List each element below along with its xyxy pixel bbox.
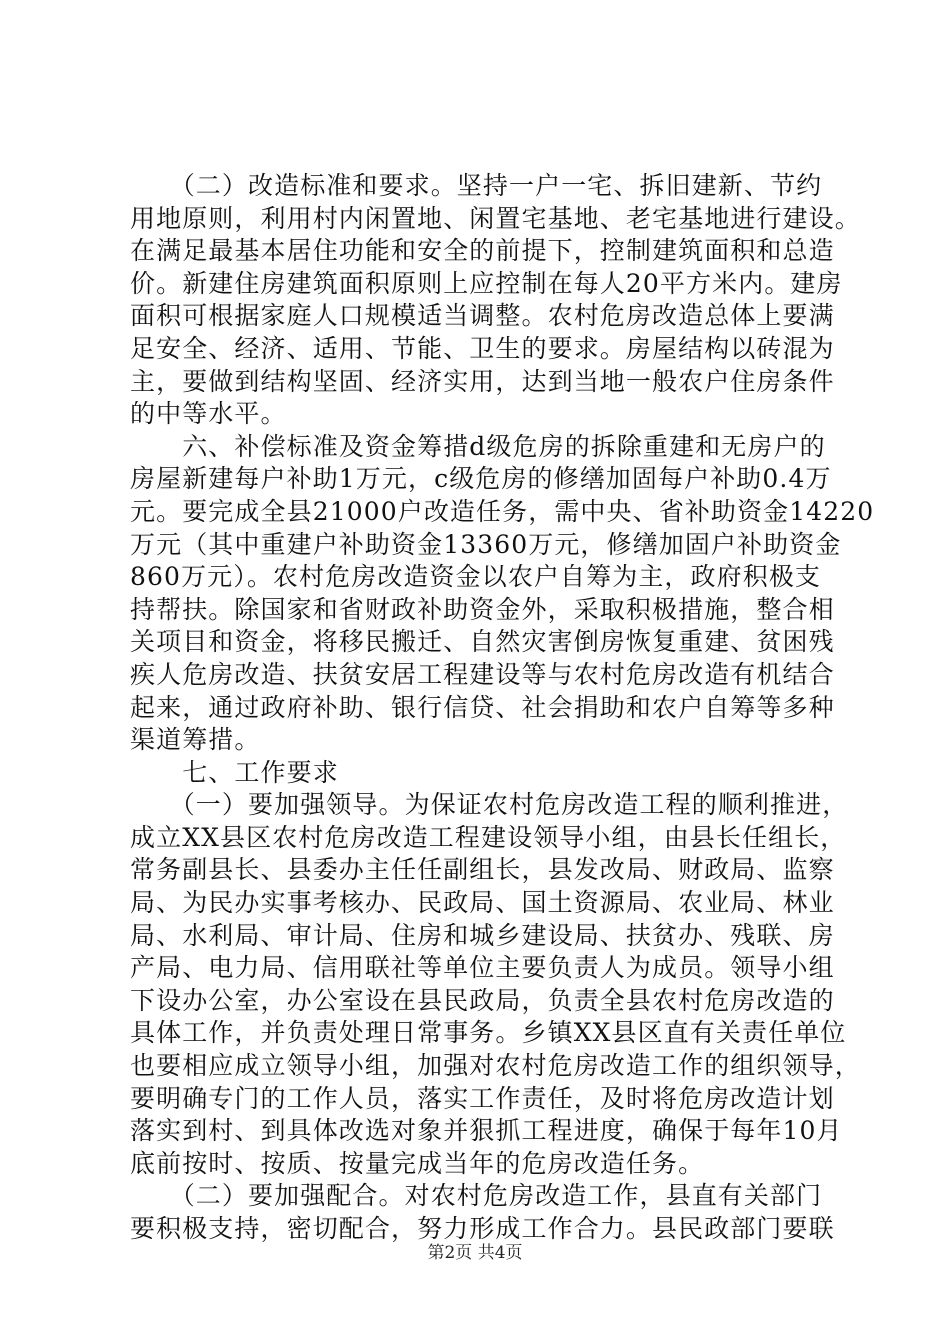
- text-line: 渠道筹措。: [130, 725, 261, 755]
- text-line: 在满足最基本居住功能和安全的前提下，控制建筑面积和总造: [130, 236, 835, 266]
- text-line: 局、为民办实事考核办、民政局、国土资源局、农业局、林业: [130, 888, 835, 918]
- text-line: 下设办公室，办公室设在县民政局，负责全县农村危房改造的: [130, 985, 835, 1015]
- text-line: 要积极支持，密切配合，努力形成工作合力。县民政部门要联: [130, 1214, 835, 1243]
- text-line: 元。要完成全县21000户改造任务，需中央、省补助资金14220: [130, 496, 875, 526]
- text-line: （二）要加强配合。对农村危房改造工作，县直有关部门: [130, 1181, 823, 1211]
- text-line: 860万元）。农村危房改造资金以农户自筹为主，政府积极支: [130, 562, 822, 592]
- text-line: 成立XX县区农村危房改造工程建设领导小组，由县长任组长，: [130, 822, 847, 852]
- text-line: 要明确专门的工作人员，落实工作责任，及时将危房改造计划: [130, 1083, 835, 1113]
- text-line: 具体工作，并负责处理日常事务。乡镇XX县区直有关责任单位: [130, 1018, 847, 1048]
- text-line: 也要相应成立领导小组，加强对农村危房改造工作的组织领导，: [130, 1051, 861, 1081]
- text-line: 的中等水平。: [130, 399, 287, 429]
- text-line: （二）改造标准和要求。坚持一户一宅、拆旧建新、节约: [130, 171, 823, 200]
- page-footer: 第2页 共4页: [427, 1243, 523, 1263]
- text-line: 万元（其中重建户补助资金13360万元，修缮加固户补助资金: [130, 529, 842, 559]
- text-line: 起来，通过政府补助、银行信贷、社会捐助和农户自筹等多种: [130, 692, 835, 722]
- text-line: 主，要做到结构坚固、经济实用，达到当地一般农户住房条件: [130, 366, 835, 396]
- text-line: 用地原则，利用村内闲置地、闲置宅基地、老宅基地进行建设。: [130, 203, 861, 233]
- text-line: 面积可根据家庭人口规模适当调整。农村危房改造总体上要满: [130, 301, 835, 331]
- document-body: [130, 170, 875, 1246]
- text-line: 产局、电力局、信用联社等单位主要负责人为成员。领导小组: [130, 953, 835, 983]
- text-line: 六、补偿标准及资金筹措d级危房的拆除重建和无房户的: [130, 431, 826, 461]
- text-line: 足安全、经济、适用、节能、卫生的要求。房屋结构以砖混为: [130, 333, 835, 363]
- text-line: 七、工作要求: [130, 757, 339, 787]
- text-line: 常务副县长、县委办主任任副组长，县发改局、财政局、监察: [130, 855, 835, 885]
- text-line: 底前按时、按质、按量完成当年的危房改造任务。: [130, 1148, 705, 1178]
- text-line: （一）要加强领导。为保证农村危房改造工程的顺利推进，: [130, 790, 849, 820]
- text-line: 落实到村、到具体改选对象并狠抓工程进度，确保于每年10月: [130, 1116, 843, 1146]
- text-line: 局、水利局、审计局、住房和城乡建设局、扶贫办、残联、房: [130, 920, 835, 950]
- text-line: 价。新建住房建筑面积原则上应控制在每人20平方米内。建房: [130, 268, 843, 298]
- text-line: 疾人危房改造、扶贫安居工程建设等与农村危房改造有机结合: [130, 659, 835, 689]
- text-line: 房屋新建每户补助1万元，c级危房的修缮加固每户补助0.4万: [130, 464, 832, 494]
- text-line: 持帮扶。除国家和省财政补助资金外，采取积极措施，整合相: [130, 594, 835, 624]
- text-line: 关项目和资金，将移民搬迁、自然灾害倒房恢复重建、贫困残: [130, 627, 835, 657]
